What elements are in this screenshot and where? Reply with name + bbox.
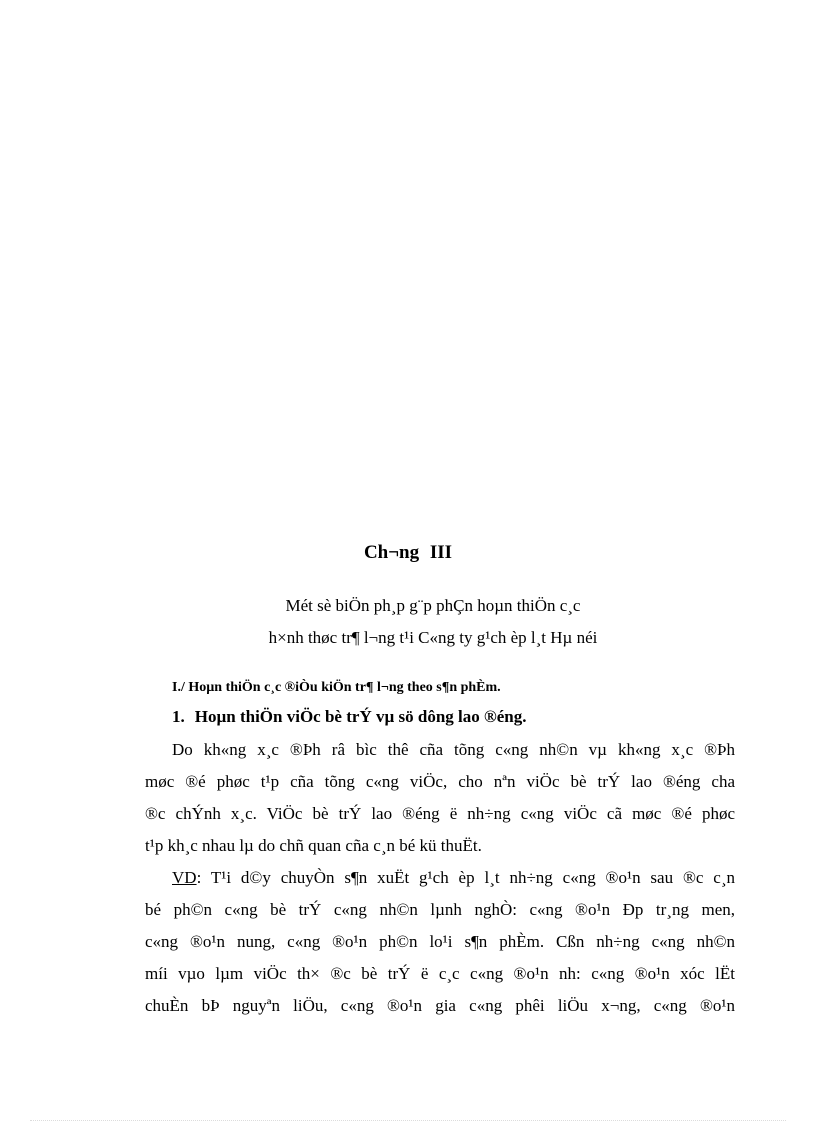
paragraph-line: míi vµo lµm viÖc th× ®c bè trÝ ë c¸c c«ng ®o¹n nh: c«ng ®o¹n xóc lËt [145, 964, 735, 983]
paragraph-line: t¹p kh¸c nhau lµ do chñ quan cña c¸n bé kü thuËt. [145, 836, 482, 855]
paragraph-line: c«ng ®o¹n nung, c«ng ®o¹n ph©n lo¹i s¶n phÈm. Cßn nh÷ng c«ng nh©n [145, 932, 735, 951]
paragraph-line: ®c chÝnh x¸c. ViÖc bè trÝ lao ®éng ë nh÷ng c«ng viÖc cã møc ®é phøc [145, 804, 735, 823]
paragraph-2 [145, 862, 735, 1022]
example-label: VD [172, 868, 197, 887]
paragraph-line: chuÈn bÞ nguyªn liÖu, c«ng ®o¹n gia c«ng phêi liÖu x¬ng, c«ng ®o¹n [145, 996, 735, 1015]
chapter-subtitle-line-2: h×nh thøc tr¶ l¬ng t¹i C«ng ty g¹ch èp l¸t Hµ néi [268, 628, 598, 647]
paragraph-line: møc ®é phøc t¹p cña tõng c«ng viÖc, cho nªn viÖc bè trÝ lao ®éng cha [145, 772, 735, 791]
subsection-number: 1. [172, 707, 185, 726]
page-bottom-divider [30, 1120, 786, 1121]
paragraph-1 [145, 734, 735, 862]
subsection-title: Hoµn thiÖn viÖc bè trÝ vµ sö dông lao ®éng. [194, 707, 527, 726]
paragraph-line [145, 862, 735, 894]
chapter-subtitle-line-1: Mét sè biÖn ph¸p g¨p phÇn hoµn thiÖn c¸c [285, 596, 581, 615]
subsection-heading [172, 707, 526, 727]
section-heading: I./ Hoµn thiÖn c¸c ®iÒu kiÖn tr¶ l¬ng theo s¶n phÈm. [172, 680, 501, 695]
paragraph-line: bé ph©n c«ng bè trÝ c«ng nh©n lµnh nghÒ: c«ng ®o¹n Ðp tr¸ng men, [145, 900, 735, 919]
chapter-title: Ch¬ng III [363, 542, 453, 563]
paragraph-line: Do kh«ng x¸c ®Þh râ bìc thê cña tõng c«ng nh©n vµ kh«ng x¸c ®Þh [172, 740, 735, 759]
paragraph-line-text: : T¹i d©y chuyÒn s¶n xuËt g¹ch èp l¸t nh÷ng c«ng ®o¹n sau ®c c¸n [196, 868, 735, 887]
